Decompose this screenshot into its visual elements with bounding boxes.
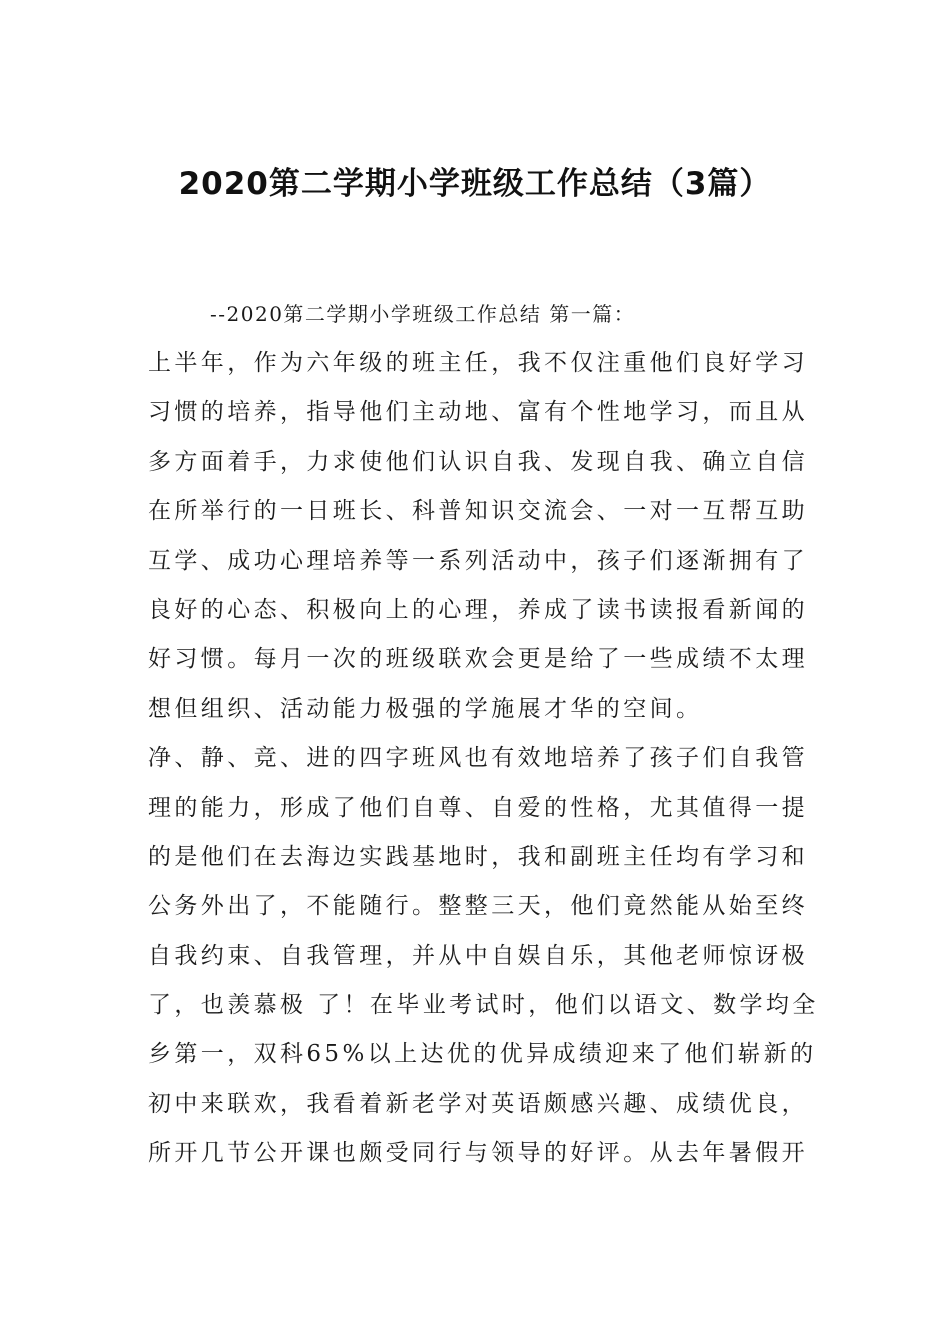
- text-line: 习惯的培养，指导他们主动地、富有个性地学习，而且从: [148, 399, 808, 426]
- text-line: 了，也羡慕极 了！在毕业考试时，他们以语文、数学均全: [148, 992, 819, 1019]
- text-line: 在所举行的一日班长、科普知识交流会、一对一互帮互助: [148, 498, 808, 525]
- section-heading: --2020第二学期小学班级工作总结 第一篇：: [210, 302, 636, 326]
- text-line: 乡第一，双科65%以上达优的优异成绩迎来了他们崭新的: [148, 1041, 817, 1068]
- text-line: 公务外出了，不能随行。整整三天，他们竟然能从始至终: [148, 893, 808, 920]
- document-title: 2020第二学期小学班级工作总结（3篇）: [178, 166, 772, 202]
- text-line: 想但组织、活动能力极强的学施展才华的空间。: [148, 695, 703, 722]
- text-line: 好习惯。每月一次的班级联欢会更是给了一些成绩不太理: [148, 646, 808, 673]
- text-line: 上半年，作为六年级的班主任，我不仅注重他们良好学习: [148, 350, 808, 376]
- text-line: 初中来联欢，我看着新老学对英语颇感兴趣、成绩优良，: [148, 1090, 808, 1117]
- text-line: 理的能力，形成了他们自尊、自爱的性格，尤其值得一提: [148, 794, 808, 821]
- text-line: 所开几节公开课也颇受同行与领导的好评。从去年暑假开: [148, 1140, 808, 1167]
- text-line: 多方面着手，力求使他们认识自我、发现自我、确立自信: [148, 448, 808, 475]
- text-line: 净、静、竞、进的四字班风也有效地培养了孩子们自我管: [148, 745, 808, 772]
- text-line: 良好的心态、积极向上的心理，养成了读书读报看新闻的: [148, 596, 808, 623]
- text-line: 的是他们在去海边实践基地时，我和副班主任均有学习和: [148, 843, 808, 870]
- body-text: [148, 343, 828, 1183]
- text-line: 自我约束、自我管理，并从中自娱自乐，其他老师惊讶极: [148, 942, 808, 969]
- text-line: 互学、成功心理培养等一系列活动中，孩子们逐渐拥有了: [148, 547, 808, 574]
